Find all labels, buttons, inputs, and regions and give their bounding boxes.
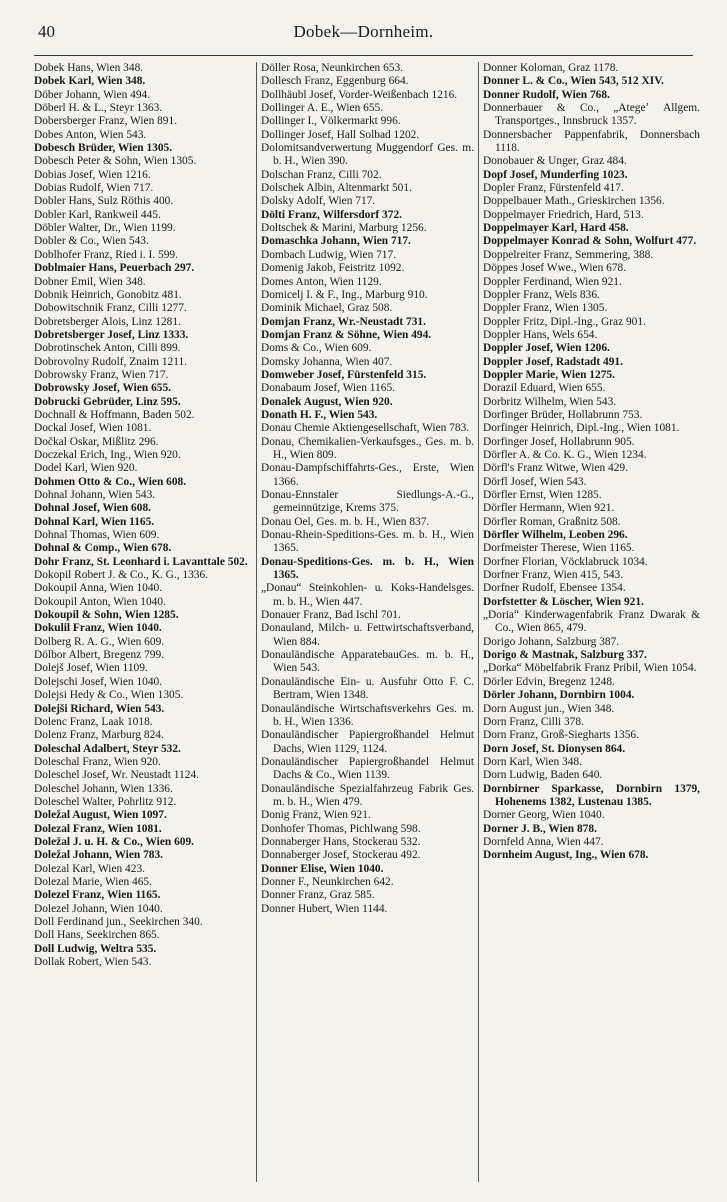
directory-entry: Dockal Josef, Wien 1081. <box>34 422 152 435</box>
directory-entry: Doležal Johann, Wien 783. <box>34 849 164 862</box>
directory-entry: Doležal J. u. H. & Co., Wien 609. <box>34 835 194 848</box>
directory-entry: Dolejschi Josef, Wien 1040. <box>34 675 163 688</box>
directory-entry: Döppes Josef Wwe., Wien 678. <box>483 262 627 275</box>
directory-entry: Donau, Chemikalien-Verkaufsges., Ges. m. b. H., Wien 809. <box>261 435 474 461</box>
directory-entry: Dohmen Otto & Co., Wien 608. <box>34 475 187 488</box>
directory-entry: Dorfinger Josef, Hollabrunn 905. <box>483 435 635 448</box>
directory-entry: Dopf Josef, Munderfing 1023. <box>483 168 628 181</box>
directory-entry: Doppler Josef, Wien 1206. <box>483 342 610 355</box>
directory-entry: Dolezal Franz, Wien 1081. <box>34 822 162 835</box>
directory-entry: Dorn Karl, Wien 348. <box>483 755 582 768</box>
directory-entry: Donau-Ennstaler Siedlungs-A.-G., gemeinnützige, Krems 375. <box>261 489 474 515</box>
directory-entry: Donner Koloman, Graz 1178. <box>483 62 619 74</box>
directory-entry: Donauländische Wirtschaftsverkehrs Ges. m. b. H., Wien 1336. <box>261 702 474 728</box>
directory-entry: „Donau“ Steinkohlen- u. Koks-Handelsges. m. b. H., Wien 447. <box>261 582 474 608</box>
directory-entry: Donau Chemie Aktiengesellschaft, Wien 783. <box>261 422 470 435</box>
directory-entry: Doll Ludwig, Weltra 535. <box>34 942 157 955</box>
directory-entry: Dolezel Johann, Wien 1040. <box>34 902 163 915</box>
directory-entry: Dohnal & Comp., Wien 678. <box>34 542 172 555</box>
directory-entry: Donner L. & Co., Wien 543, 512 XIV. <box>483 75 664 88</box>
directory-entry: Doppelmayer Friedrich, Hard, 513. <box>483 208 644 221</box>
directory-entry: Dorner Georg, Wien 1040. <box>483 809 605 822</box>
directory-entry: Dorfner Florian, Vöcklabruck 1034. <box>483 555 648 568</box>
directory-entry: Dollinger A. E., Wien 655. <box>261 102 384 115</box>
column-1 <box>34 62 256 1182</box>
directory-entry: Dohnal Karl, Wien 1165. <box>34 515 155 528</box>
directory-entry: Dörfler Wilhelm, Leoben 296. <box>483 529 628 542</box>
directory-entry: Dobrovolny Rudolf, Znaim 1211. <box>34 355 188 368</box>
directory-columns <box>34 62 701 1182</box>
directory-entry: Dokopil Robert J. & Co., K. G., 1336. <box>34 569 209 582</box>
directory-entry: Dörler Edvin, Bregenz 1248. <box>483 675 615 688</box>
directory-entry: Donauländische Spezialfahrzeug Fabrik Ges. m. b. H., Wien 479. <box>261 782 474 808</box>
directory-entry: Doms & Co., Wien 609. <box>261 342 372 355</box>
directory-entry: Domenig Jakob, Feistritz 1092. <box>261 262 405 275</box>
directory-entry: Dobner Emil, Wien 348. <box>34 275 146 288</box>
directory-entry: Doblhofer Franz, Ried i. I. 599. <box>34 248 178 261</box>
directory-entry: Dokoupil & Sohn, Wien 1285. <box>34 609 179 622</box>
directory-entry: Donnaberger Josef, Stockerau 492. <box>261 849 421 862</box>
directory-entry: Dohnal Johann, Wien 543. <box>34 489 156 501</box>
directory-entry: Donner Franz, Graz 585. <box>261 889 375 902</box>
directory-entry: Dollinger Josef, Hall Solbad 1202. <box>261 128 420 141</box>
directory-entry: Donauländische Ein- u. Ausfuhr Otto F. C. Bertram, Wien 1348. <box>261 675 474 702</box>
directory-entry: Doleschel Johann, Wien 1336. <box>34 782 173 795</box>
directory-entry: Dorfner Rudolf, Ebensee 1354. <box>483 582 626 595</box>
directory-entry: Donhofer Thomas, Pichlwang 598. <box>261 822 421 835</box>
directory-entry: Dobes Anton, Wien 543. <box>34 128 147 141</box>
directory-entry: Donauer Franz, Bad Ischl 701. <box>261 609 401 622</box>
directory-entry: Donnaberger Hans, Stockerau 532. <box>261 835 421 848</box>
directory-entry: Donnerbauer & Co., „Ategeʼ Allgem. Transportges., Innsbruck 1357. <box>483 102 700 128</box>
directory-entry: Döller Rosa, Neunkirchen 653. <box>261 62 404 74</box>
directory-entry: Dörfler Roman, Graßnitz 508. <box>483 515 621 528</box>
directory-entry: Doppler Fritz, Dipl.-Ing., Graz 901. <box>483 315 646 328</box>
directory-entry: Donauland, Milch- u. Fettwirtschaftsverband, Wien 884. <box>261 622 474 648</box>
directory-entry: Doleschal Adalbert, Steyr 532. <box>34 742 181 755</box>
directory-entry: Dolejš Josef, Wien 1109. <box>34 662 148 675</box>
directory-entry: Dolomitsandverwertung Muggendorf Ges. m. b. H., Wien 390. <box>261 142 474 168</box>
directory-entry: Doppler Franz, Wien 1305. <box>483 302 608 315</box>
directory-entry: Donner Hubert, Wien 1144. <box>261 902 388 915</box>
directory-entry: Doležal August, Wien 1097. <box>34 809 167 822</box>
directory-entry: Domicelj I. & F., Ing., Marburg 910. <box>261 288 428 301</box>
directory-entry: Dobrowsky Franz, Wien 717. <box>34 368 169 381</box>
directory-entry: Dobesch Peter & Sohn, Wien 1305. <box>34 155 197 168</box>
directory-entry: Döber Johann, Wien 494. <box>34 88 151 101</box>
directory-entry: Dolenc Franz, Laak 1018. <box>34 715 153 728</box>
directory-entry: Dollinger I., Völkermarkt 996. <box>261 115 401 128</box>
directory-entry: Dorigo Johann, Salzburg 387. <box>483 635 620 648</box>
directory-entry: „Dorka“ Möbelfabrik Franz Pribil, Wien 1054. <box>483 662 697 675</box>
directory-entry: Domaschka Johann, Wien 717. <box>261 235 411 248</box>
directory-entry: Doblmaier Hans, Peuerbach 297. <box>34 262 195 275</box>
directory-entry: Dolejsi Hedy & Co., Wien 1305. <box>34 689 184 702</box>
directory-entry: Dorbritz Wilhelm, Wien 543. <box>483 395 617 408</box>
directory-entry: Dorfinger Brüder, Hollabrunn 753. <box>483 408 643 421</box>
directory-entry: Dobowitschnik Franz, Cilli 1277. <box>34 302 187 315</box>
directory-entry: Dombach Ludwig, Wien 717. <box>261 248 397 261</box>
directory-entry: Döberl H. & L., Steyr 1363. <box>34 102 163 115</box>
directory-entry: Dolberg R. A. G., Wien 609. <box>34 635 165 648</box>
directory-entry: Dorfner Franz, Wien 415, 543. <box>483 569 624 582</box>
directory-entry: Dorfmeister Therese, Wien 1165. <box>483 542 635 555</box>
directory-entry: Doppler Hans, Wels 654. <box>483 328 598 341</box>
directory-entry: Dolezal Marie, Wien 465. <box>34 875 152 888</box>
directory-entry: Doltschek & Marini, Marburg 1256. <box>261 222 427 235</box>
directory-entry: Dokoupil Anna, Wien 1040. <box>34 582 163 595</box>
directory-entry: Dobretsberger Alois, Linz 1281. <box>34 315 181 328</box>
directory-entry: Dokoupil Anton, Wien 1040. <box>34 595 166 608</box>
directory-entry: Donau-Rhein-Speditions-Ges. m. b. H., Wien 1365. <box>261 529 474 555</box>
column-3 <box>478 62 700 1182</box>
directory-entry: Doll Ferdinand jun., Seekirchen 340. <box>34 916 203 928</box>
directory-entry: Dörfler A. & Co. K. G., Wien 1234. <box>483 448 647 461</box>
directory-entry: Donig Franz, Wien 921. <box>261 809 371 822</box>
directory-entry: Dörler Johann, Dornbirn 1004. <box>483 689 635 702</box>
directory-entry: Dobek Hans, Wien 348. <box>34 62 144 74</box>
directory-entry: Dolsky Adolf, Wien 717. <box>261 195 376 208</box>
directory-entry: Dočkal Oskar, Mißlitz 296. <box>34 435 159 448</box>
directory-entry: Donobauer & Unger, Graz 484. <box>483 155 627 168</box>
directory-entry: Dollak Robert, Wien 543. <box>34 956 152 969</box>
directory-entry: Dollesch Franz, Eggenburg 664. <box>261 75 409 88</box>
directory-entry: Dorfinger Heinrich, Dipl.-Ing., Wien 1081. <box>483 422 680 435</box>
directory-entry: Donabaum Josef, Wien 1165. <box>261 382 395 395</box>
directory-entry: Donner F., Neunkirchen 642. <box>261 875 394 888</box>
directory-entry: Dobretsberger Josef, Linz 1333. <box>34 328 189 341</box>
directory-entry: Dobler Hans, Sulz Röthis 400. <box>34 195 174 208</box>
directory-entry: Domes Anton, Wien 1129. <box>261 275 382 288</box>
directory-entry: Doppler Josef, Radstadt 491. <box>483 355 623 368</box>
directory-entry: Dobrotinschek Anton, Cilli 899. <box>34 342 181 355</box>
directory-entry: Doleschal Franz, Wien 920. <box>34 755 161 768</box>
directory-entry: Donau-Speditions-Ges. m. b. H., Wien 1365. <box>261 555 474 582</box>
directory-entry: Dohr Franz, St. Leonhard i. Lavanttale 502. <box>34 555 248 568</box>
directory-entry: Doppelmayer Konrad & Sohn, Wolfurt 477. <box>483 235 697 248</box>
directory-entry: Dölti Franz, Wilfersdorf 372. <box>261 208 402 221</box>
header-rule <box>34 55 693 56</box>
directory-entry: Dorazil Eduard, Wien 655. <box>483 382 606 395</box>
directory-entry: Doll Hans, Seekirchen 865. <box>34 929 160 942</box>
directory-entry: Domjan Franz & Söhne, Wien 494. <box>261 328 432 341</box>
directory-entry: Doppelreiter Franz, Semmering, 388. <box>483 248 654 261</box>
directory-entry: Dorn Franz, Groß-Siegharts 1356. <box>483 729 639 742</box>
directory-entry: Dollhäubl Josef, Vorder-Weißenbach 1216. <box>261 88 458 101</box>
column-2 <box>256 62 478 1182</box>
directory-entry: Donner Elise, Wien 1040. <box>261 862 384 875</box>
directory-entry: Dorn Josef, St. Dionysen 864. <box>483 742 626 755</box>
directory-entry: Dolenz Franz, Marburg 824. <box>34 729 164 742</box>
directory-entry: Dörfl Josef, Wien 543. <box>483 475 587 488</box>
directory-entry: Dominik Michael, Graz 508. <box>261 302 393 315</box>
directory-entry: Dobrucki Gebrüder, Linz 595. <box>34 395 181 408</box>
directory-entry: Doleschel Josef, Wr. Neustadt 1124. <box>34 769 199 782</box>
page-number: 40 <box>38 22 55 41</box>
directory-entry: Dölbor Albert, Bregenz 799. <box>34 649 165 662</box>
directory-entry: Dorn Franz, Cilli 378. <box>483 715 584 728</box>
directory-entry: Dörfl's Franz Witwe, Wien 429. <box>483 462 628 475</box>
directory-entry: Dörfler Hermann, Wien 921. <box>483 502 615 515</box>
directory-entry: Domjan Franz, Wr.-Neustadt 731. <box>261 315 426 328</box>
directory-entry: Doleschel Walter, Pohrlitz 912. <box>34 795 177 808</box>
directory-entry: Dolezal Karl, Wien 423. <box>34 862 145 875</box>
running-head: Dobek—Dornheim. <box>293 22 434 41</box>
directory-entry: Doczekal Erich, Ing., Wien 920. <box>34 448 181 461</box>
directory-entry: Dolschan Franz, Cilli 702. <box>261 168 382 181</box>
directory-entry: Dobler & Co., Wien 543. <box>34 235 149 248</box>
directory-entry: Doppler Marie, Wien 1275. <box>483 368 615 381</box>
directory-entry: Döbler Walter, Dr., Wien 1199. <box>34 222 176 235</box>
directory-entry: Donau Oel, Ges. m. b. H., Wien 837. <box>261 515 430 528</box>
directory-entry: „Doria“ Kinderwagenfabrik Franz Dwarak & Co., Wien 865, 479. <box>483 609 700 635</box>
directory-entry: Dolschek Albin, Altenmarkt 501. <box>261 182 412 195</box>
directory-entry: Dobias Rudolf, Wien 717. <box>34 182 154 195</box>
directory-entry: Dobrowsky Josef, Wien 655. <box>34 382 172 395</box>
directory-entry: Domsky Johanna, Wien 407. <box>261 355 393 368</box>
directory-entry: Dobek Karl, Wien 348. <box>34 75 146 88</box>
directory-entry: Doppelmayer Karl, Hard 458. <box>483 222 629 235</box>
directory-entry: Dorfstetter & Löscher, Wien 921. <box>483 595 644 608</box>
directory-entry: Dornheim August, Ing., Wien 678. <box>483 849 649 862</box>
directory-entry: Donalek August, Wien 920. <box>261 395 393 408</box>
directory-entry: Dorner J. B., Wien 878. <box>483 822 597 835</box>
directory-entry: Dörfler Ernst, Wien 1285. <box>483 489 602 501</box>
directory-entry: Dohnal Josef, Wien 608. <box>34 502 151 515</box>
directory-entry: Dochnall & Hoffmann, Baden 502. <box>34 408 195 421</box>
directory-entry: Dobesch Brüder, Wien 1305. <box>34 142 173 155</box>
directory-entry: Dorn Ludwig, Baden 640. <box>483 769 603 782</box>
directory-entry: Donauländische ApparatebauGes. m. b. H., Wien 543. <box>261 649 474 675</box>
directory-entry: Domweber Josef, Fürstenfeld 315. <box>261 368 427 381</box>
page-header <box>34 18 693 44</box>
directory-entry: Doppelbauer Math., Grieskirchen 1356. <box>483 195 665 208</box>
directory-entry: Dolezel Franz, Wien 1165. <box>34 889 161 902</box>
directory-entry: Dornbirner Sparkasse, Dornbirn 1379, Hohenems 1382, Lustenau 1385. <box>483 782 700 808</box>
directory-entry: Dohnal Thomas, Wien 609. <box>34 529 160 542</box>
directory-entry: Donauländischer Papiergroßhandel Helmut Dachs, Wien 1129, 1124. <box>261 729 474 755</box>
directory-entry: Donner Rudolf, Wien 768. <box>483 88 610 101</box>
directory-entry: Dodel Karl, Wien 920. <box>34 462 138 475</box>
directory-entry: Dobler Karl, Rankweil 445. <box>34 208 161 221</box>
directory-entry: Dokulil Franz, Wien 1040. <box>34 622 162 635</box>
directory-entry: Doppler Franz, Wels 836. <box>483 288 600 301</box>
directory-entry: Dorn August jun., Wien 348. <box>483 702 615 715</box>
directory-entry: Donau-Dampfschiffahrts-Ges., Erste, Wien 1366. <box>261 462 474 488</box>
directory-entry: Donnersbacher Pappenfabrik, Donnersbach 1118. <box>483 128 700 155</box>
directory-entry: Dopler Franz, Fürstenfeld 417. <box>483 182 624 195</box>
directory-entry: Dornfeld Anna, Wien 447. <box>483 835 604 848</box>
directory-entry: Dobnik Heinrich, Gonobitz 481. <box>34 288 182 301</box>
directory-entry: Dorigo & Mastnak, Salzburg 337. <box>483 649 647 662</box>
directory-entry: Dolejši Richard, Wien 543. <box>34 702 165 715</box>
directory-entry: Doppler Ferdinand, Wien 921. <box>483 275 622 288</box>
directory-entry: Dobersberger Franz, Wien 891. <box>34 115 178 128</box>
directory-entry: Dobias Josef, Wien 1216. <box>34 168 151 181</box>
directory-entry: Donauländischer Papiergroßhandel Helmut Dachs & Co., Wien 1139. <box>261 755 474 782</box>
directory-entry: Donath H. F., Wien 543. <box>261 408 378 421</box>
